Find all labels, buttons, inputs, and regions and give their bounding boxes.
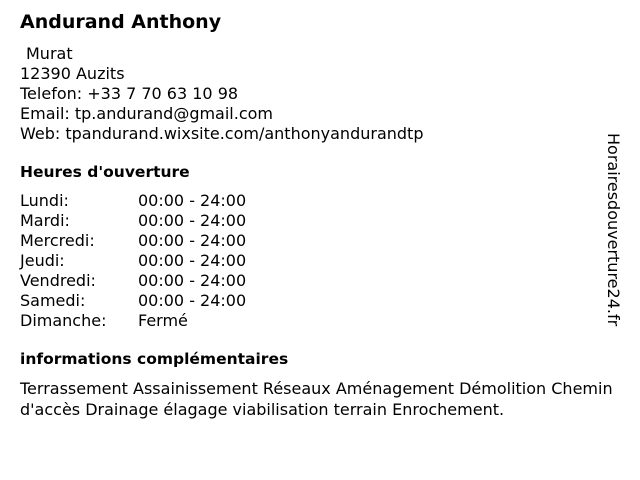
hours-row: [20, 191, 610, 211]
hours-row: [20, 311, 610, 331]
email-label: Email:: [20, 104, 70, 123]
contact-block: [20, 44, 610, 144]
web-line: [20, 124, 610, 144]
watermark: Horairesdouverture24.fr: [604, 133, 623, 327]
hours-day: Mardi:: [20, 211, 70, 230]
hours-day: Lundi:: [20, 191, 69, 210]
hours-title: Heures d'ouverture: [20, 163, 190, 181]
hours-time: 00:00 - 24:00: [138, 211, 247, 230]
info-title: informations complémentaires: [20, 350, 289, 368]
web-link[interactable]: tpandurand.wixsite.com/anthonyandurandtp: [65, 124, 424, 143]
web-label: Web:: [20, 124, 61, 143]
hours-time: 00:00 - 24:00: [138, 191, 247, 210]
hours-day: Dimanche:: [20, 311, 107, 330]
opening-hours: [20, 191, 610, 331]
hours-time: 00:00 - 24:00: [138, 291, 247, 310]
phone-line: [20, 84, 610, 104]
postal-city: 12390 Auzits: [20, 64, 125, 83]
hours-day: Mercredi:: [20, 231, 95, 250]
phone-label: Telefon:: [20, 84, 83, 103]
business-card: [20, 10, 613, 420]
email-address[interactable]: tp.andurand@gmail.com: [74, 104, 274, 123]
hours-day: Jeudi:: [20, 251, 65, 270]
hours-time: 00:00 - 24:00: [138, 271, 247, 290]
hours-time: Fermé: [138, 311, 188, 330]
hours-row: [20, 271, 610, 291]
hours-day: Vendredi:: [20, 271, 96, 290]
business-name: Andurand Anthony: [20, 11, 222, 33]
hours-row: [20, 231, 610, 251]
phone-number[interactable]: +33 7 70 63 10 98: [87, 84, 239, 103]
hours-day: Samedi:: [20, 291, 86, 310]
email-line: [20, 104, 610, 124]
hours-row: [20, 291, 610, 311]
hours-row: [20, 211, 610, 231]
street: Murat: [26, 44, 73, 63]
hours-row: [20, 251, 610, 271]
hours-time: 00:00 - 24:00: [138, 231, 247, 250]
info-text: Terrassement Assainissement Réseaux Aménagement Démolition Chemin d'accès Drainage élagage viabilisation terrain Enrochement.: [20, 379, 613, 419]
hours-time: 00:00 - 24:00: [138, 251, 247, 270]
